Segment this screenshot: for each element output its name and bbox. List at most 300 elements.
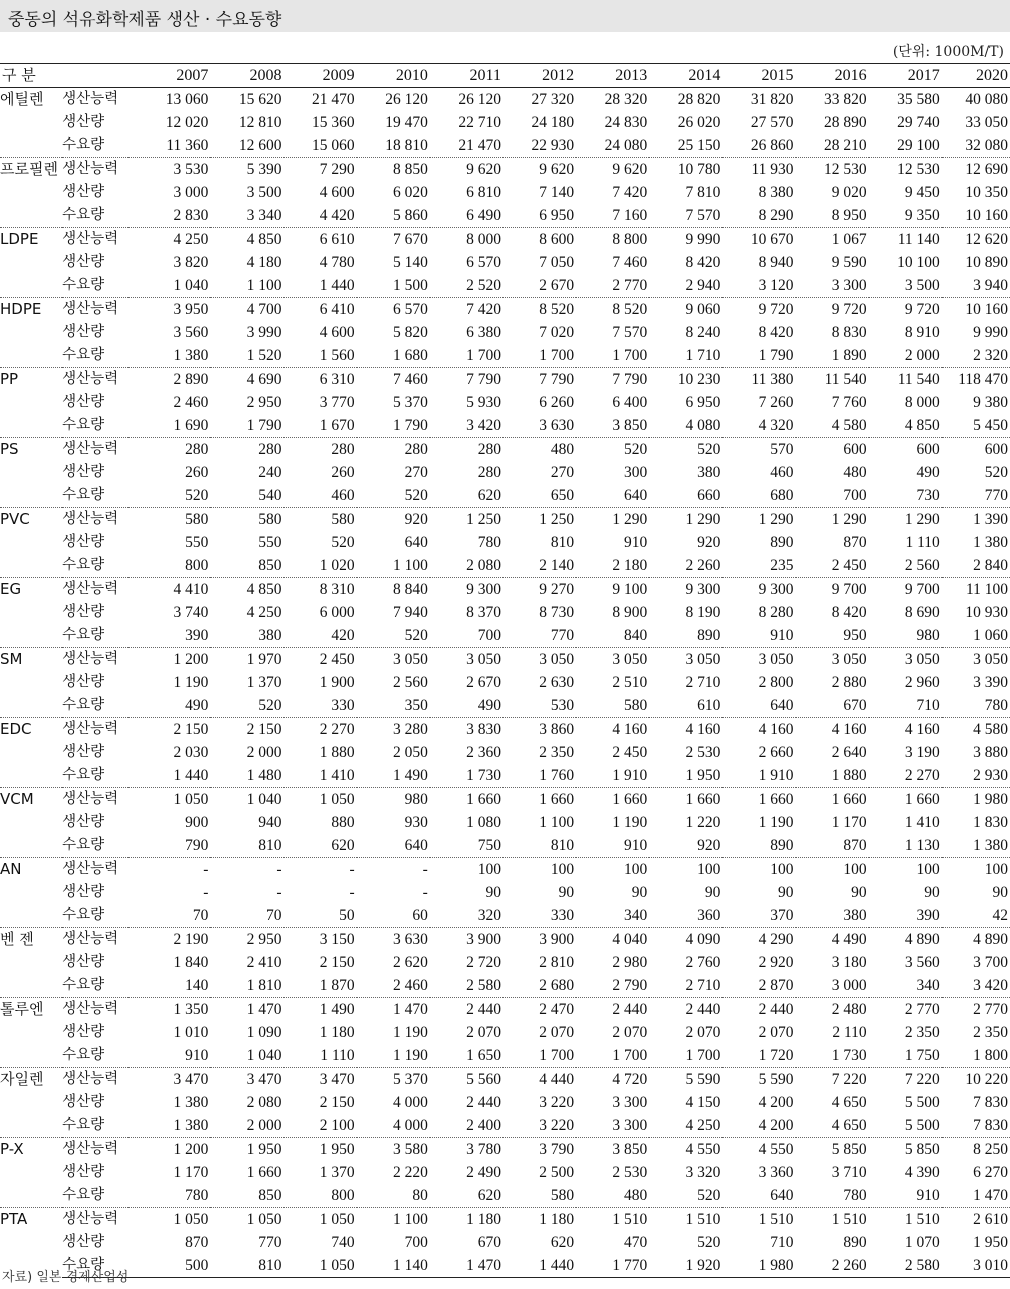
value-cell: 7 220	[796, 1068, 869, 1092]
value-cell: 2 260	[796, 1254, 869, 1278]
value-cell: 90	[704, 884, 721, 901]
value-cell: 3 180	[831, 954, 867, 971]
value-cell: 1 970	[210, 648, 283, 672]
value-cell: 1 950	[973, 1234, 1008, 1251]
value-cell: 3 050	[503, 648, 576, 672]
table-row	[0, 251, 1010, 274]
value-cell: 24 080	[604, 137, 648, 154]
value-cell: 1 730	[831, 1047, 867, 1064]
value-cell: 910	[770, 627, 794, 644]
table-row	[0, 694, 1010, 718]
table-row	[0, 344, 1010, 368]
value-cell: 580	[284, 508, 357, 532]
value-cell: -	[284, 858, 357, 882]
value-cell: 3 120	[758, 277, 794, 294]
value-cell: 520	[185, 487, 209, 504]
metric-label: 수요량	[62, 1047, 105, 1063]
value-cell: 3 820	[173, 254, 209, 271]
value-cell: 3 850	[576, 1138, 649, 1162]
value-cell: 7 570	[685, 207, 721, 224]
value-cell: 910	[623, 534, 648, 551]
value-cell: 800	[185, 557, 209, 574]
value-cell: 340	[916, 977, 940, 994]
value-cell: 2 000	[246, 744, 282, 761]
value-cell: 1 980	[942, 788, 1010, 812]
value-cell: 1 790	[758, 347, 794, 364]
value-cell: 710	[770, 1234, 794, 1251]
value-cell: 1 490	[392, 767, 428, 784]
value-cell: 2 640	[831, 744, 867, 761]
value-cell: 7 260	[758, 394, 794, 411]
value-cell: 6 950	[539, 207, 575, 224]
value-cell: 1 750	[904, 1047, 940, 1064]
value-cell: 5 500	[904, 1094, 940, 1111]
value-cell: 9 700	[796, 578, 869, 602]
value-cell: 520	[404, 627, 428, 644]
value-cell: 980	[916, 627, 940, 644]
value-cell: 10 160	[965, 207, 1008, 224]
value-cell: 380	[258, 627, 282, 644]
value-cell: 15 620	[238, 91, 282, 108]
header-year: 2007	[128, 64, 210, 88]
value-cell: 1 440	[173, 767, 209, 784]
value-cell: 8 730	[539, 604, 575, 621]
value-cell: 3 280	[357, 718, 430, 742]
value-cell: 13 060	[165, 91, 209, 108]
value-cell: 10 220	[942, 1068, 1010, 1092]
metric-label: 생산능력	[62, 368, 128, 392]
table-row	[0, 554, 1010, 578]
value-cell: 610	[697, 697, 721, 714]
value-cell: 870	[185, 1234, 209, 1251]
value-cell: 3 190	[904, 744, 940, 761]
metric-label: 생산량	[62, 1024, 105, 1040]
value-cell: 730	[916, 487, 940, 504]
value-cell: 12 530	[796, 158, 869, 182]
value-cell: 380	[697, 464, 721, 481]
value-cell: 280	[128, 438, 210, 462]
metric-label: 생산능력	[62, 438, 128, 462]
value-cell: 2 770	[942, 998, 1010, 1022]
value-cell: 1 500	[392, 277, 428, 294]
metric-label: 생산능력	[62, 91, 119, 107]
value-cell: 8 950	[831, 207, 867, 224]
metric-label: 생산능력	[62, 788, 128, 812]
value-cell: 1 470	[210, 998, 283, 1022]
header-year: 2010	[357, 64, 430, 88]
value-cell: 2 030	[173, 744, 209, 761]
value-cell: 8 000	[904, 394, 940, 411]
value-cell: 1 140	[357, 1254, 430, 1278]
product-name: 에틸렌	[0, 90, 44, 108]
value-cell: 33 820	[824, 91, 867, 108]
value-cell: 570	[722, 438, 795, 462]
value-cell: 8 800	[576, 228, 649, 252]
value-cell: 1 190	[173, 674, 209, 691]
value-cell: 2 070	[758, 1024, 794, 1041]
value-cell: 2 950	[210, 928, 283, 952]
value-cell: 920	[357, 508, 430, 532]
value-cell: 2 000	[904, 347, 940, 364]
value-cell: 8 310	[284, 578, 357, 602]
value-cell: 1 660	[722, 788, 795, 812]
value-cell: 3 420	[466, 417, 501, 434]
value-cell: 235	[770, 557, 794, 574]
value-cell: 6 950	[685, 394, 721, 411]
value-cell: 7 420	[612, 184, 648, 201]
value-cell: 1 110	[320, 1047, 355, 1064]
value-cell: 520	[697, 1187, 721, 1204]
value-cell: 3 050	[649, 648, 722, 672]
value-cell: 3 880	[973, 744, 1008, 761]
value-cell: 8 690	[904, 604, 940, 621]
value-cell: 1 810	[246, 977, 282, 994]
value-cell: 9 380	[973, 394, 1008, 411]
value-cell: 280	[357, 438, 430, 462]
value-cell: -	[357, 858, 430, 882]
metric-label: 생산량	[62, 464, 105, 480]
metric-label: 수요량	[62, 137, 105, 153]
value-cell: 890	[843, 1234, 867, 1251]
value-cell: 1 980	[722, 1254, 795, 1278]
value-cell: 70	[192, 907, 209, 924]
value-cell: 3 050	[357, 648, 430, 672]
value-cell: 10 780	[649, 158, 722, 182]
metric-label: 생산능력	[62, 718, 128, 742]
value-cell: 2 630	[539, 674, 575, 691]
value-cell: 9 270	[503, 578, 576, 602]
value-cell: 4 700	[210, 298, 283, 322]
value-cell: 7 790	[503, 368, 576, 392]
value-cell: 5 820	[392, 324, 428, 341]
value-cell: 10 890	[965, 254, 1008, 271]
product-name: SM	[0, 648, 62, 718]
value-cell: 1 390	[942, 508, 1010, 532]
value-cell: 3 300	[612, 1094, 648, 1111]
value-cell: 2 580	[466, 977, 501, 994]
value-cell: 4 780	[319, 254, 355, 271]
product-name: EDC	[0, 718, 62, 788]
value-cell: 940	[258, 814, 282, 831]
value-cell: 2 220	[392, 1164, 428, 1181]
value-cell: 1 950	[685, 767, 721, 784]
value-cell: 12 810	[238, 114, 282, 131]
value-cell: 100	[649, 858, 722, 882]
metric-label: 생산량	[62, 1164, 105, 1180]
value-cell: 7 940	[392, 604, 428, 621]
table-row	[0, 461, 1010, 484]
value-cell: 2 110	[832, 1024, 867, 1041]
table-row	[0, 1254, 1010, 1278]
value-cell: 600	[942, 438, 1010, 462]
value-cell: 770	[984, 487, 1008, 504]
value-cell: 4 890	[942, 928, 1010, 952]
value-cell: 9 620	[503, 158, 576, 182]
value-cell: 3 500	[904, 277, 940, 294]
value-cell: 1 560	[319, 347, 355, 364]
value-cell: 100	[722, 858, 795, 882]
value-cell: 3 900	[503, 928, 576, 952]
value-cell: 8 240	[685, 324, 721, 341]
value-cell: 1 040	[173, 277, 209, 294]
value-cell: 27 320	[531, 91, 575, 108]
value-cell: 6 400	[612, 394, 648, 411]
metric-label: 생산량	[62, 394, 105, 410]
value-cell: 7 670	[357, 228, 430, 252]
value-cell: 1 050	[284, 788, 357, 812]
value-cell: 340	[623, 907, 648, 924]
value-cell: 5 370	[357, 1068, 430, 1092]
value-cell: 390	[185, 627, 209, 644]
value-cell: 60	[412, 907, 428, 924]
value-cell: 810	[258, 837, 282, 854]
value-cell: 1 830	[973, 814, 1008, 831]
header-year: 2008	[210, 64, 283, 88]
table-row	[0, 204, 1010, 228]
value-cell: 118 470	[942, 368, 1010, 392]
value-cell: 1 050	[128, 1208, 210, 1232]
value-cell: 1 660	[246, 1164, 282, 1181]
value-cell: 2 100	[319, 1117, 355, 1134]
metric-label: 수요량	[62, 1187, 105, 1203]
value-cell: 3 770	[319, 394, 355, 411]
value-cell: 3 340	[246, 207, 282, 224]
value-cell: 1 510	[576, 1208, 649, 1232]
value-cell: 1 100	[246, 277, 282, 294]
table-row	[0, 88, 1010, 112]
value-cell: 640	[623, 487, 648, 504]
value-cell: 5 390	[210, 158, 283, 182]
table-row	[0, 298, 1010, 322]
value-cell: 8 940	[758, 254, 794, 271]
value-cell: 1 220	[685, 814, 721, 831]
value-cell: 3 780	[430, 1138, 503, 1162]
value-cell: 8 830	[831, 324, 867, 341]
value-cell: 4 160	[722, 718, 795, 742]
value-cell: 2 070	[466, 1024, 501, 1041]
value-cell: 1 350	[128, 998, 210, 1022]
value-cell: 1 200	[128, 1138, 210, 1162]
value-cell: 9 720	[722, 298, 795, 322]
value-cell: 2 070	[539, 1024, 575, 1041]
value-cell: 8 520	[503, 298, 576, 322]
header-year: 2020	[942, 64, 1010, 88]
value-cell: 550	[185, 534, 209, 551]
value-cell: 2 150	[319, 1094, 355, 1111]
value-cell: 5 370	[392, 394, 428, 411]
product-name: PP	[0, 368, 62, 438]
value-cell: 390	[916, 907, 940, 924]
value-cell: 640	[404, 534, 428, 551]
value-cell: 3 630	[539, 417, 575, 434]
value-cell: 1 510	[649, 1208, 722, 1232]
metric-label: 생산능력	[62, 298, 128, 322]
value-cell: 5 850	[796, 1138, 869, 1162]
table-row	[0, 718, 1010, 742]
value-cell: 2 840	[973, 557, 1008, 574]
value-cell: 90	[851, 884, 867, 901]
value-cell: 4 580	[831, 417, 867, 434]
value-cell: 2 350	[539, 744, 575, 761]
value-cell: 1 040	[210, 788, 283, 812]
value-cell: 11 380	[722, 368, 795, 392]
metric-label: 수요량	[62, 347, 105, 363]
value-cell: 4 650	[831, 1094, 867, 1111]
value-cell: 1 190	[392, 1047, 428, 1064]
value-cell: 3 050	[722, 648, 795, 672]
value-cell: 580	[210, 508, 283, 532]
value-cell: 3 050	[796, 648, 869, 672]
value-cell: 4 550	[722, 1138, 795, 1162]
value-cell: 8 000	[430, 228, 503, 252]
table-row	[0, 484, 1010, 508]
value-cell: 2 150	[210, 718, 283, 742]
value-cell: 4 000	[392, 1094, 428, 1111]
value-cell: 2 320	[973, 347, 1008, 364]
table-row	[0, 811, 1010, 834]
value-cell: 4 080	[685, 417, 721, 434]
header-year: 2011	[430, 64, 503, 88]
value-cell: 3 220	[539, 1094, 575, 1111]
value-cell: 2 790	[612, 977, 648, 994]
value-cell: 780	[477, 534, 501, 551]
value-cell: 3 470	[210, 1068, 283, 1092]
value-cell: 6 490	[466, 207, 501, 224]
value-cell: 4 160	[649, 718, 722, 742]
value-cell: 980	[357, 788, 430, 812]
value-cell: 810	[550, 534, 575, 551]
value-cell: 350	[404, 697, 428, 714]
value-cell: 2 190	[128, 928, 210, 952]
value-cell: 3 470	[284, 1068, 357, 1092]
value-cell: 28 890	[824, 114, 867, 131]
header-year: 2013	[576, 64, 649, 88]
value-cell: 9 300	[649, 578, 722, 602]
value-cell: 1 480	[246, 767, 282, 784]
value-cell: 330	[550, 907, 575, 924]
value-cell: 6 610	[284, 228, 357, 252]
metric-label: 수요량	[62, 977, 105, 993]
value-cell: 260	[185, 464, 209, 481]
value-cell: 6 000	[319, 604, 355, 621]
metric-label: 생산량	[62, 674, 105, 690]
value-cell: 24 830	[604, 114, 648, 131]
value-cell: -	[276, 884, 282, 901]
value-cell: 4 200	[758, 1094, 794, 1111]
value-cell: -	[210, 858, 283, 882]
value-cell: 2 440	[430, 998, 503, 1022]
value-cell: 640	[770, 1187, 794, 1204]
value-cell: 1 710	[685, 347, 721, 364]
table-row	[0, 1021, 1010, 1044]
value-cell: 3 500	[246, 184, 282, 201]
table-row	[0, 181, 1010, 204]
value-cell: 4 600	[319, 184, 355, 201]
value-cell: 11 360	[166, 137, 209, 154]
value-cell: 300	[623, 464, 648, 481]
table-row	[0, 111, 1010, 134]
table-row	[0, 321, 1010, 344]
value-cell: 920	[697, 534, 721, 551]
value-cell: 520	[649, 438, 722, 462]
value-cell: 3 790	[503, 1138, 576, 1162]
table-row	[0, 578, 1010, 602]
value-cell: 1 050	[284, 1254, 357, 1278]
value-cell: 28 210	[824, 137, 867, 154]
value-cell: 2 440	[576, 998, 649, 1022]
value-cell: 870	[843, 534, 867, 551]
table-row	[0, 974, 1010, 998]
value-cell: 2 000	[246, 1117, 282, 1134]
value-cell: 2 960	[904, 674, 940, 691]
value-cell: 2 440	[722, 998, 795, 1022]
value-cell: 4 650	[831, 1117, 867, 1134]
value-cell: 26 020	[677, 114, 721, 131]
metric-label: 수요량	[62, 277, 105, 293]
value-cell: 2 070	[685, 1024, 721, 1041]
value-cell: 2 720	[466, 954, 501, 971]
value-cell: 10 100	[897, 254, 940, 271]
value-cell: 6 570	[466, 254, 501, 271]
table-row	[0, 1231, 1010, 1254]
value-cell: 4 690	[210, 368, 283, 392]
value-cell: -	[349, 884, 355, 901]
value-cell: 2 350	[904, 1024, 940, 1041]
value-cell: 2 460	[392, 977, 428, 994]
value-cell: 90	[558, 884, 575, 901]
table-row	[0, 414, 1010, 438]
metric-label: 생산량	[62, 254, 105, 270]
value-cell: 1 180	[319, 1024, 355, 1041]
value-cell: 2 710	[685, 674, 721, 691]
value-cell: 580	[550, 1187, 575, 1204]
product-name: 벤 젠	[0, 928, 62, 998]
value-cell: 2 140	[539, 557, 575, 574]
value-cell: 280	[430, 438, 503, 462]
value-cell: 40 080	[965, 91, 1008, 108]
value-cell: 840	[623, 627, 648, 644]
value-cell: 2 530	[612, 1164, 648, 1181]
value-cell: 480	[843, 464, 867, 481]
value-cell: 80	[412, 1187, 428, 1204]
value-cell: 1 130	[904, 837, 940, 854]
value-cell: 11 930	[722, 158, 795, 182]
value-cell: 580	[128, 508, 210, 532]
value-cell: 7 760	[831, 394, 867, 411]
value-cell: 460	[770, 464, 794, 481]
value-cell: 7 140	[539, 184, 575, 201]
value-cell: 9 990	[973, 324, 1008, 341]
value-cell: 1 700	[612, 1047, 648, 1064]
value-cell: 22 930	[531, 137, 575, 154]
value-cell: 2 950	[246, 394, 282, 411]
value-cell: 890	[770, 534, 794, 551]
metric-label: 수요량	[62, 1117, 105, 1133]
value-cell: 21 470	[312, 91, 355, 108]
value-cell: 700	[404, 1234, 428, 1251]
value-cell: 50	[339, 907, 355, 924]
value-cell: 3 050	[576, 648, 649, 672]
value-cell: 1 290	[869, 508, 942, 532]
value-cell: 4 580	[942, 718, 1010, 742]
value-cell: 4 850	[210, 578, 283, 602]
value-cell: 810	[550, 837, 575, 854]
value-cell: 7 810	[685, 184, 721, 201]
value-cell: 3 470	[128, 1068, 210, 1092]
value-cell: 360	[697, 907, 721, 924]
value-cell: 1 020	[319, 557, 355, 574]
value-cell: 18 810	[385, 137, 428, 154]
